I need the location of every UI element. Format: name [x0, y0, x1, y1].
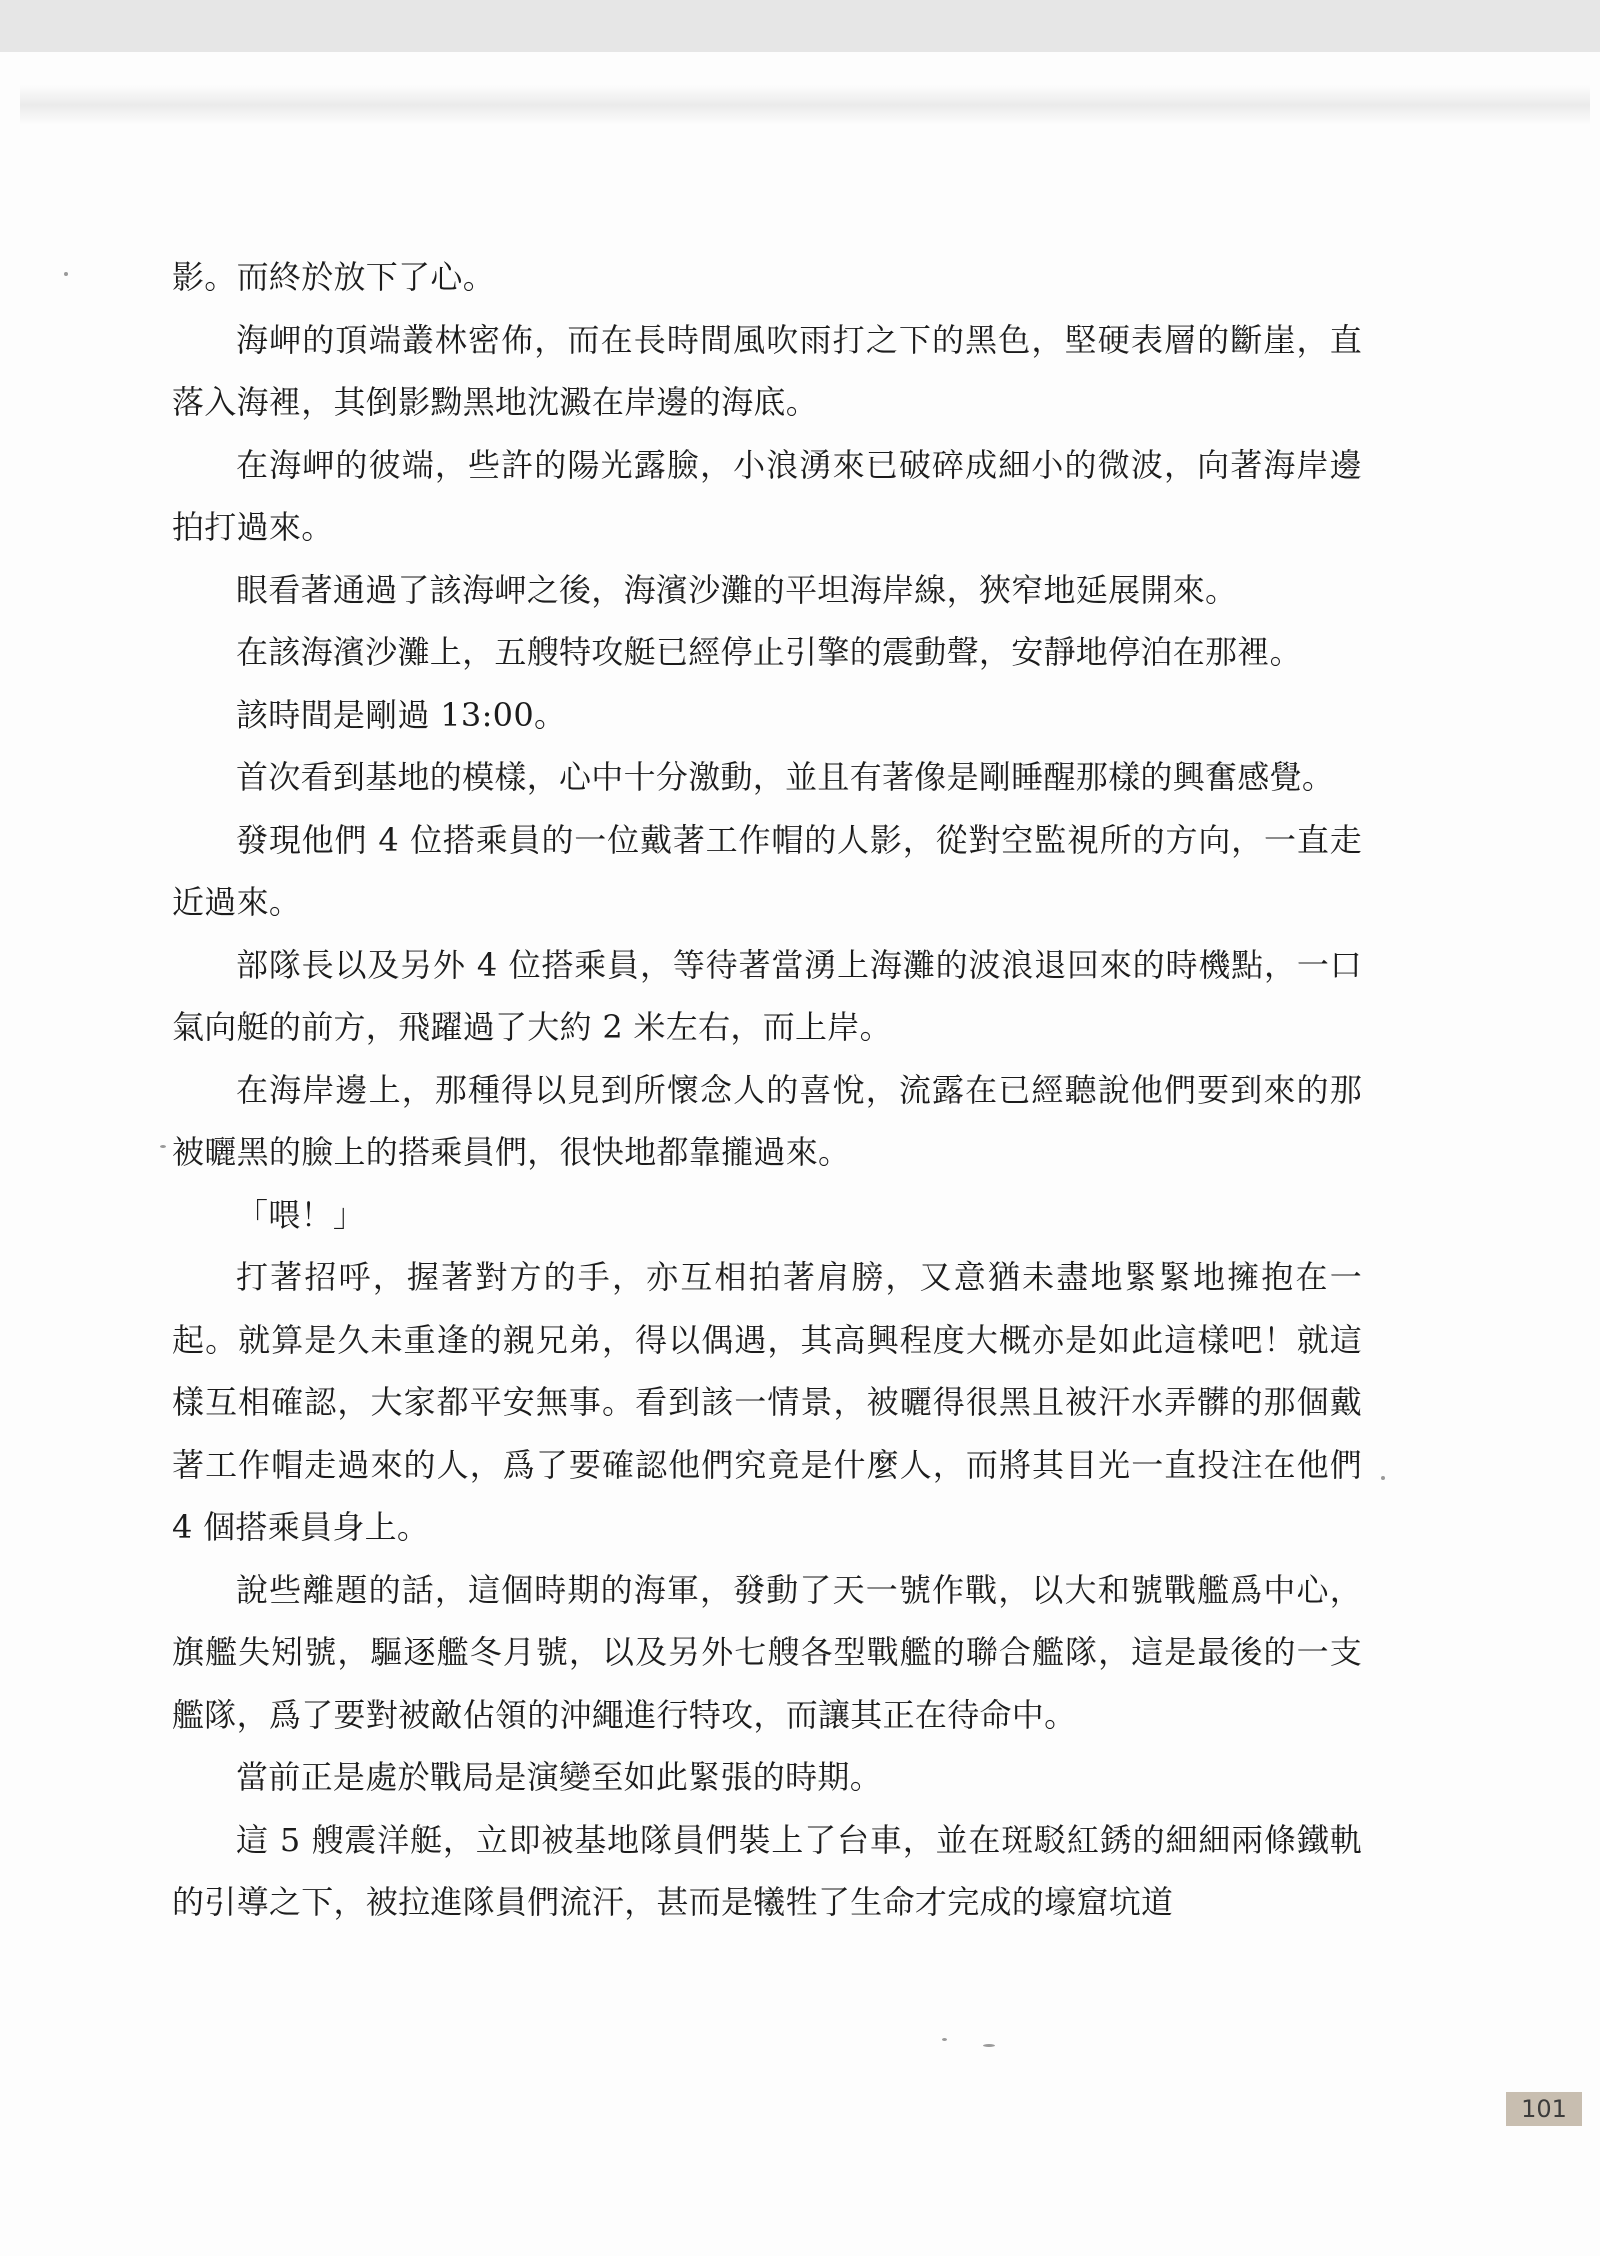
- paragraph: 首次看到基地的模樣，心中十分激動，並且有著像是剛睡醒那樣的興奮感覺。: [236, 758, 1335, 796]
- scan-top-band: [0, 0, 1600, 52]
- scan-speck: [160, 1145, 166, 1148]
- paragraph: 部隊長以及另外 4 位搭乘員，等待著當湧上海灘的波浪退回來的時機點，一口氣向艇的前方，飛躍過了大約 2 米左右，而上岸。: [172, 945, 1362, 1046]
- scan-speck: [983, 2044, 995, 2047]
- paragraph: 「喂！」: [236, 1195, 366, 1234]
- paragraph: 該時間是剛過 13:00。: [236, 695, 567, 734]
- paragraph: 在海岬的彼端，些許的陽光露臉，小浪湧來已破碎成細小的微波，向著海岸邊拍打過來。: [172, 445, 1362, 546]
- body-text: [172, 246, 1362, 1934]
- scan-bleed-through: [20, 85, 1590, 125]
- paragraph: 打著招呼，握著對方的手，亦互相拍著肩膀，又意猶未盡地緊緊地擁抱在一起。就算是久未重逢的親兄弟，得以偶遇，其高興程度大概亦是如此這樣吧！就這樣互相確認，大家都平安無事。看到該一情景，被曬得很黑且被汗水弄髒的那個戴著工作帽走過來的人，爲了要確認他們究竟是什麼人，而將其目光一直投注在他們 4 個搭乘員身上。: [172, 1258, 1362, 1546]
- paragraph: 在該海濱沙灘上，五艘特攻艇已經停止引擎的震動聲，安靜地停泊在那裡。: [236, 633, 1302, 671]
- paragraph: 當前正是處於戰局是演變至如此緊張的時期。: [236, 1758, 883, 1796]
- paragraph: 發現他們 4 位搭乘員的一位戴著工作帽的人影，從對空監視所的方向，一直走近過來。: [172, 820, 1362, 921]
- paragraph: 海岬的頂端叢林密佈，而在長時間風吹雨打之下的黑色，堅硬表層的斷崖，直落入海裡，其倒影黝黑地沈澱在岸邊的海底。: [172, 320, 1362, 421]
- paragraph: 這 5 艘震洋艇，立即被基地隊員們裝上了台車，並在斑駁紅銹的細細兩條鐵軌的引導之下，被拉進隊員們流汗，甚而是犧牲了生命才完成的壕窟坑道: [172, 1820, 1362, 1921]
- scan-speck: [64, 272, 68, 276]
- scan-speck: [1381, 1476, 1385, 1480]
- paragraph: 說些離題的話，這個時期的海軍，發動了天一號作戰，以大和號戰艦爲中心，旗艦失矧號，驅逐艦冬月號，以及另外七艘各型戰艦的聯合艦隊，這是最後的一支艦隊，爲了要對被敵佔領的沖繩進行特攻，而讓其正在待命中。: [172, 1570, 1362, 1734]
- page-number: 101: [1506, 2092, 1582, 2126]
- paragraph: 影。而終於放下了心。: [172, 258, 496, 296]
- scan-speck: [942, 2038, 947, 2041]
- paragraph: 在海岸邊上，那種得以見到所懷念人的喜悅，流露在已經聽說他們要到來的那被曬黑的臉上的搭乘員們，很快地都靠攏過來。: [172, 1070, 1362, 1171]
- paragraph: 眼看著通過了該海岬之後，海濱沙灘的平坦海岸線，狹窄地延展開來。: [236, 570, 1238, 609]
